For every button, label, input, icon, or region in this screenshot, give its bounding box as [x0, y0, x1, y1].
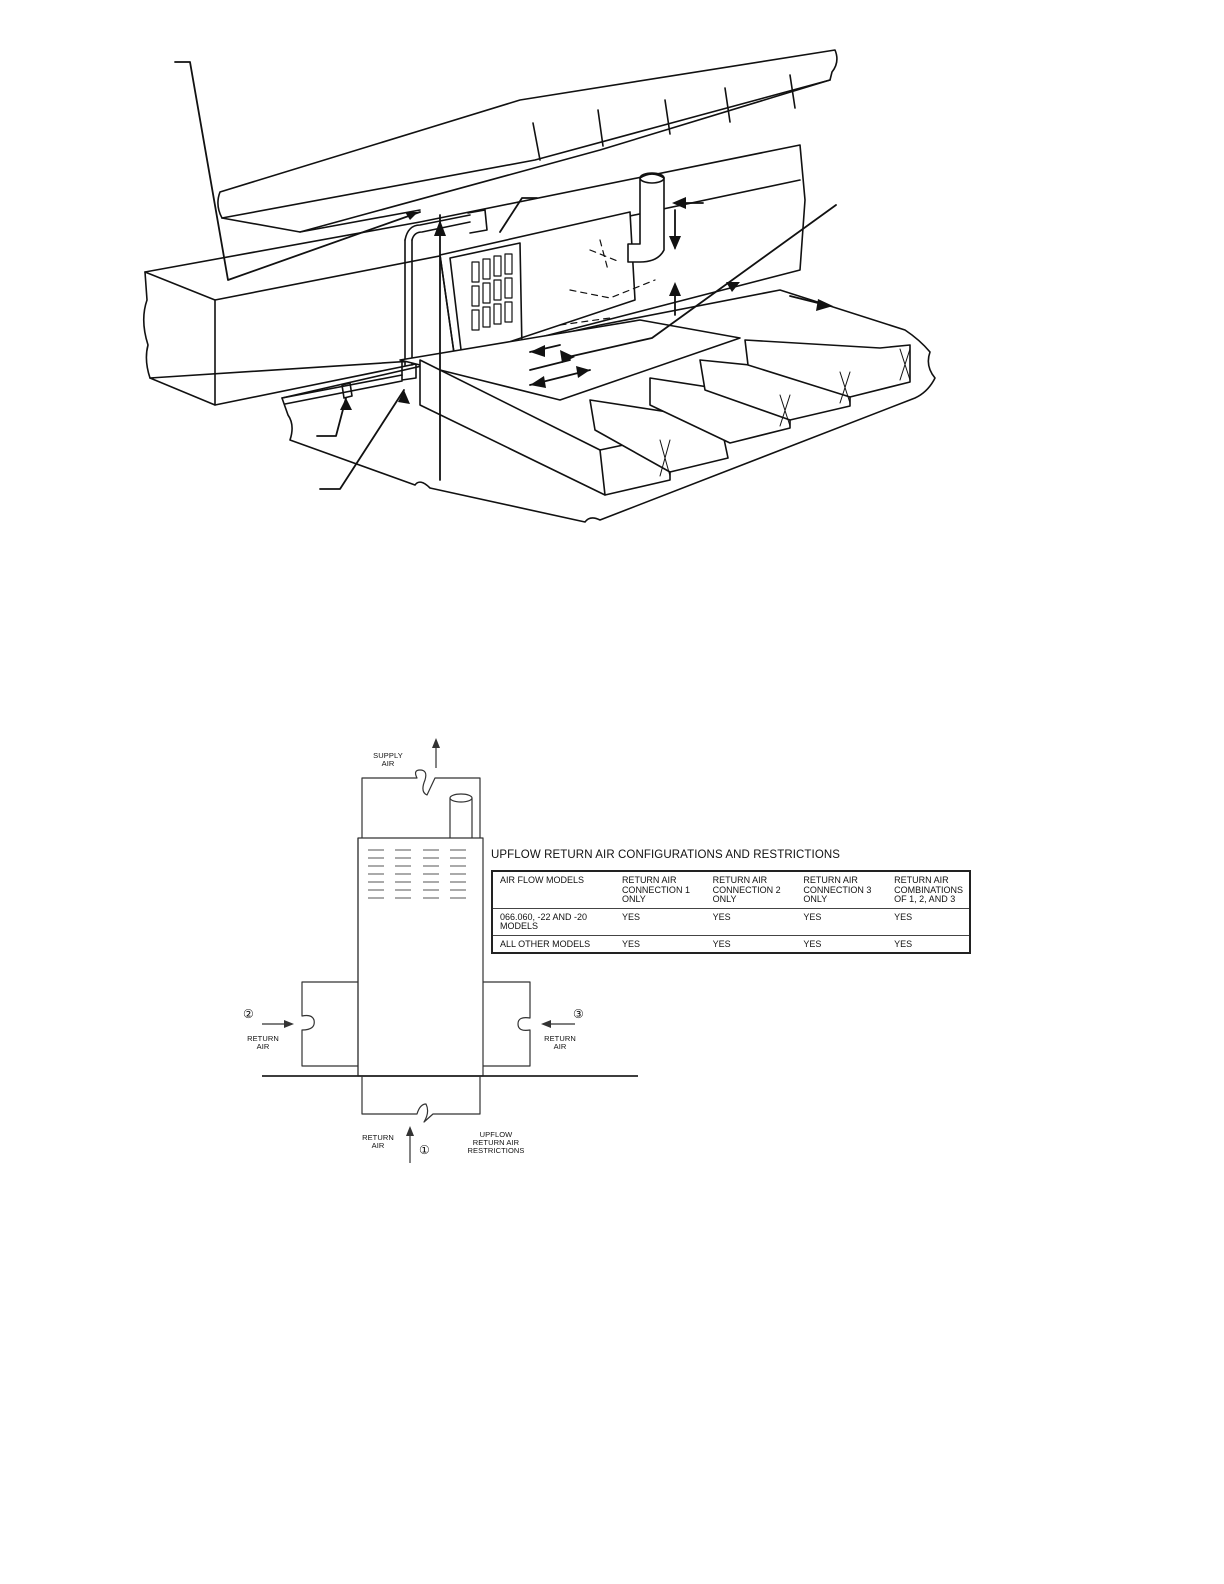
return-air-right-label: RETURN AIR — [544, 1034, 576, 1051]
header-connection-2: RETURN AIR CONNECTION 2 ONLY — [712, 875, 781, 904]
table-cell: YES — [712, 911, 731, 922]
table-cell: YES — [803, 938, 822, 949]
table-title: UPFLOW RETURN AIR CONFIGURATIONS AND RESTRICTIONS — [491, 849, 841, 861]
table-cell: YES — [621, 938, 640, 949]
header-combinations: RETURN AIR COMBINATIONS OF 1, 2, AND 3 — [894, 875, 964, 904]
supply-duct — [362, 770, 480, 838]
table-row — [492, 908, 970, 935]
return-air-left-label: RETURN AIR — [247, 1034, 279, 1051]
table-cell: YES — [621, 911, 640, 922]
return-air-bottom-label: RETURN AIR — [362, 1133, 394, 1150]
upflow-restrictions-caption: UPFLOW RETURN AIR RESTRICTIONS — [467, 1130, 525, 1155]
table-cell: YES — [894, 938, 913, 949]
table-cell: YES — [712, 938, 731, 949]
return-duct-left — [302, 982, 358, 1066]
table-cell: YES — [894, 911, 913, 922]
header-connection-1: RETURN AIR CONNECTION 1 ONLY — [621, 875, 690, 904]
table-row — [492, 935, 970, 953]
connection-1-marker: ① — [419, 1143, 430, 1157]
table-cell: ALL OTHER MODELS — [500, 938, 591, 949]
table-cell: 066.060, -22 AND -20 MODELS — [500, 911, 588, 931]
return-duct-right — [483, 982, 530, 1066]
header-connection-3: RETURN AIR CONNECTION 3 ONLY — [803, 875, 872, 904]
return-duct-bottom — [362, 1076, 480, 1122]
table-cell: YES — [803, 911, 822, 922]
return-air-restrictions-table — [491, 870, 971, 954]
table-header-row — [492, 871, 970, 908]
header-air-flow-models: AIR FLOW MODELS — [500, 875, 585, 885]
supply-air-label: SUPPLY AIR — [373, 751, 403, 768]
connection-2-marker: ② — [243, 1007, 254, 1021]
connection-3-marker: ③ — [573, 1007, 584, 1021]
